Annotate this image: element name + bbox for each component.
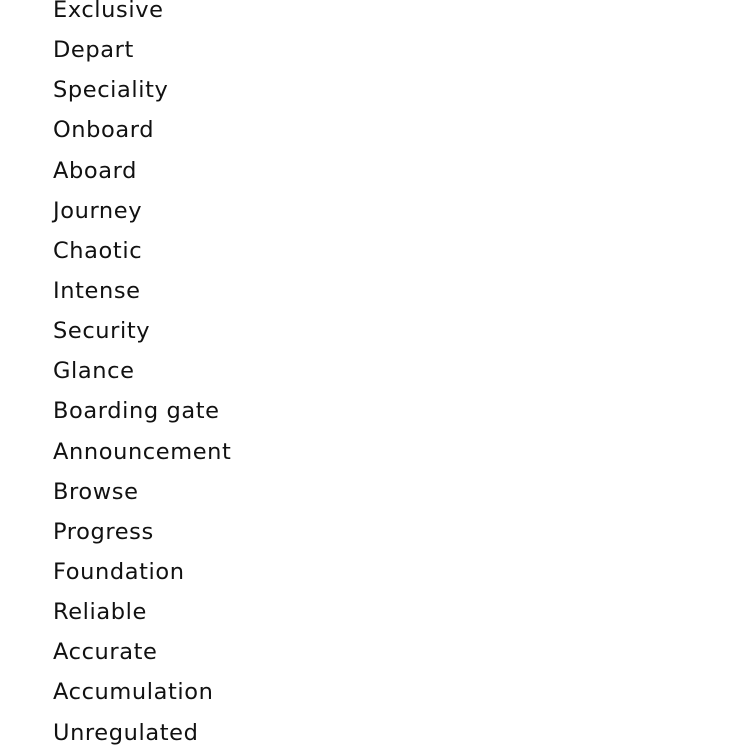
word-item: Onboard [53, 117, 155, 144]
word-item: Intense [53, 277, 141, 304]
word-item: Chaotic [53, 237, 143, 264]
word-item: Browse [53, 478, 139, 505]
word-item: Boarding gate [53, 398, 220, 425]
word-item: Accumulation [53, 679, 214, 706]
word-item: Aboard [53, 157, 137, 184]
word-item: Progress [53, 518, 154, 545]
word-item: Glance [53, 358, 135, 385]
word-item: Security [53, 318, 151, 345]
word-item: Accurate [53, 639, 158, 666]
vocabulary-word-list [53, 0, 231, 753]
word-item: Announcement [53, 438, 232, 465]
word-item: Depart [53, 37, 134, 64]
word-item: Exclusive [53, 0, 164, 23]
word-item: Reliable [53, 599, 147, 626]
word-item: Journey [53, 197, 143, 224]
word-item: Foundation [53, 558, 185, 585]
word-item: Speciality [53, 77, 169, 104]
word-item: Unregulated [53, 719, 199, 746]
